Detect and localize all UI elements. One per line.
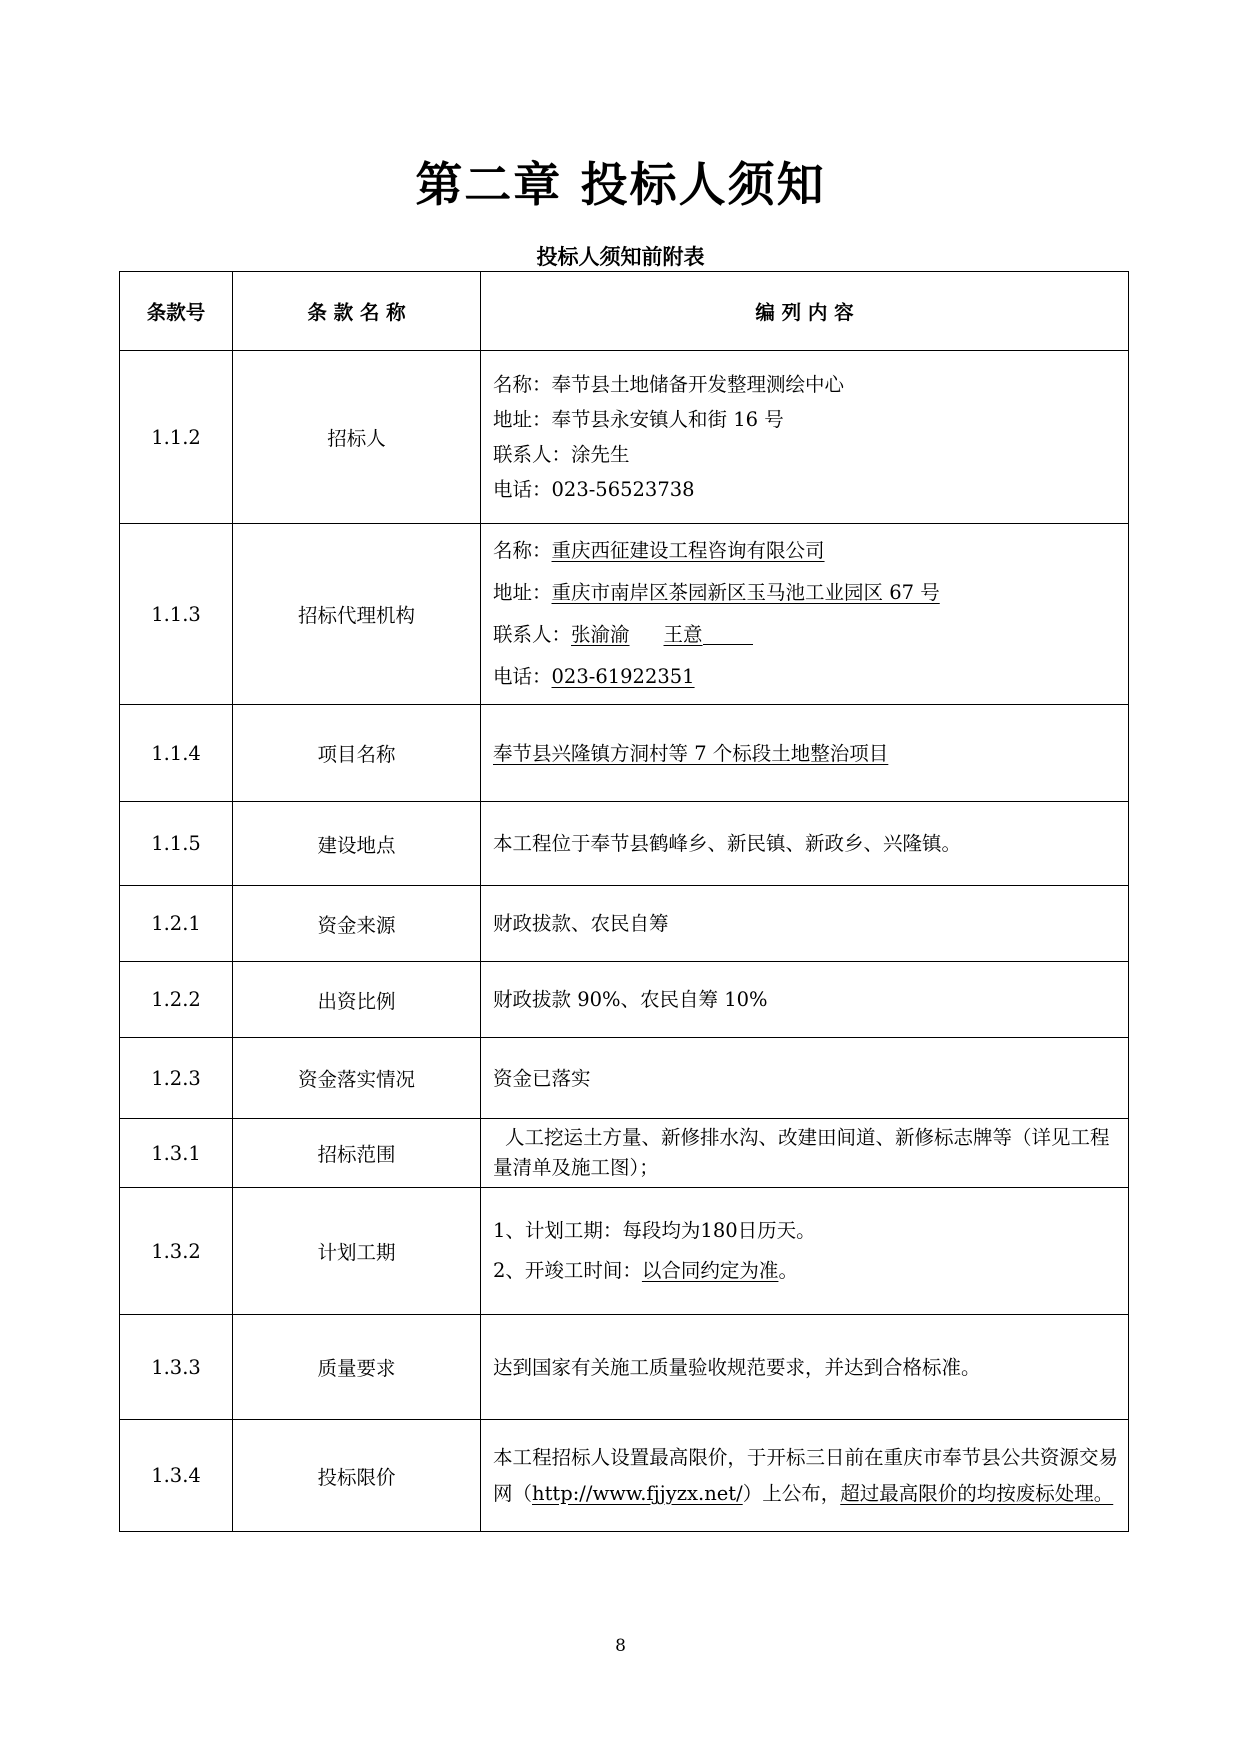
clause-name: 招标人	[233, 351, 481, 524]
tenderer-address: 地址：奉节县永安镇人和街 16 号	[493, 408, 784, 431]
table-row	[120, 886, 1129, 962]
resource-exchange-link[interactable]: http://www.fjjyzx.net/	[532, 1481, 743, 1505]
table-row	[120, 802, 1129, 886]
agency-address-value: 重庆市南岸区茶园新区玉马池工业园区 67 号	[551, 581, 940, 604]
table-row	[120, 1188, 1129, 1315]
clause-no: 1.3.4	[120, 1420, 233, 1532]
clause-name: 项目名称	[233, 705, 481, 802]
table-header-row	[120, 272, 1129, 351]
clause-content	[481, 705, 1129, 802]
table-row	[120, 1315, 1129, 1420]
clause-no: 1.2.2	[120, 962, 233, 1038]
clause-content: 达到国家有关施工质量验收规范要求，并达到合格标准。	[481, 1315, 1129, 1420]
clause-name: 计划工期	[233, 1188, 481, 1315]
header-clause-name: 条 款 名 称	[233, 272, 481, 351]
clause-no: 1.1.4	[120, 705, 233, 802]
clause-content	[481, 351, 1129, 524]
clause-name: 资金落实情况	[233, 1038, 481, 1119]
clause-name: 质量要求	[233, 1315, 481, 1420]
bidder-instructions-table	[119, 271, 1129, 1532]
invalid-bid-note: 超过最高限价的均按废标处理。	[840, 1481, 1114, 1505]
agency-address: 地址：重庆市南岸区茶园新区玉马池工业园区 67 号	[493, 581, 940, 604]
agency-phone: 电话：023-61922351	[493, 665, 695, 688]
table-caption: 投标人须知前附表	[536, 244, 705, 269]
clause-content: 人工挖运土方量、新修排水沟、改建田间道、新修标志牌等（详见工程量清单及施工图）；	[481, 1119, 1129, 1188]
clause-name: 出资比例	[233, 962, 481, 1038]
tenderer-phone: 电话：023-56523738	[493, 478, 695, 501]
clause-content	[481, 524, 1129, 705]
clause-name: 投标限价	[233, 1420, 481, 1532]
start-completion-value: 以合同约定为准	[641, 1259, 779, 1282]
clause-no: 1.1.2	[120, 351, 233, 524]
clause-name: 招标代理机构	[233, 524, 481, 705]
clause-no: 1.1.5	[120, 802, 233, 886]
chapter-title: 第二章 投标人须知	[415, 158, 826, 213]
table-row	[120, 1119, 1129, 1188]
table-row	[120, 351, 1129, 524]
agency-name: 名称：重庆西征建设工程咨询有限公司	[493, 539, 825, 562]
table-row	[120, 524, 1129, 705]
clause-no: 1.2.1	[120, 886, 233, 962]
clause-content: 财政拔款 90%、农民自筹 10%	[481, 962, 1129, 1038]
agency-phone-value: 023-61922351	[551, 665, 695, 688]
header-clause-no: 条款号	[120, 272, 233, 351]
table-row	[120, 962, 1129, 1038]
tenderer-name: 名称：奉节县土地储备开发整理测绘中心	[493, 373, 845, 396]
project-name-value: 奉节县兴隆镇方洞村等 7 个标段土地整治项目	[493, 741, 889, 765]
clause-name: 资金来源	[233, 886, 481, 962]
clause-name: 招标范围	[233, 1119, 481, 1188]
clause-no: 1.3.3	[120, 1315, 233, 1420]
header-content: 编 列 内 容	[481, 272, 1129, 351]
clause-no: 1.3.1	[120, 1119, 233, 1188]
clause-no: 1.1.3	[120, 524, 233, 705]
agency-contact-value: 张渝渝 王意	[571, 623, 703, 646]
clause-content: 本工程招标人设置最高限价，于开标三日前在重庆市奉节县公共资源交易网（http://www.fjjyzx.net/）上公布，超过最高限价的均按废标处理。	[481, 1420, 1129, 1532]
planned-duration: 1、计划工期：每段均为180日历天。	[493, 1219, 816, 1242]
page-number: 8	[615, 1636, 626, 1656]
table-row	[120, 1420, 1129, 1532]
tenderer-contact: 联系人：涂先生	[493, 443, 630, 466]
table-row	[120, 705, 1129, 802]
clause-no: 1.2.3	[120, 1038, 233, 1119]
clause-content: 财政拔款、农民自筹	[481, 886, 1129, 962]
clause-name: 建设地点	[233, 802, 481, 886]
clause-content	[481, 1188, 1129, 1315]
agency-contact: 联系人：张渝渝 王意	[493, 614, 1118, 656]
clause-content: 本工程位于奉节县鹤峰乡、新民镇、新政乡、兴隆镇。	[481, 802, 1129, 886]
table-row	[120, 1038, 1129, 1119]
clause-content: 资金已落实	[481, 1038, 1129, 1119]
start-completion-time: 2、开竣工时间：以合同约定为准。	[493, 1259, 798, 1282]
agency-name-value: 重庆西征建设工程咨询有限公司	[551, 539, 825, 562]
clause-no: 1.3.2	[120, 1188, 233, 1315]
